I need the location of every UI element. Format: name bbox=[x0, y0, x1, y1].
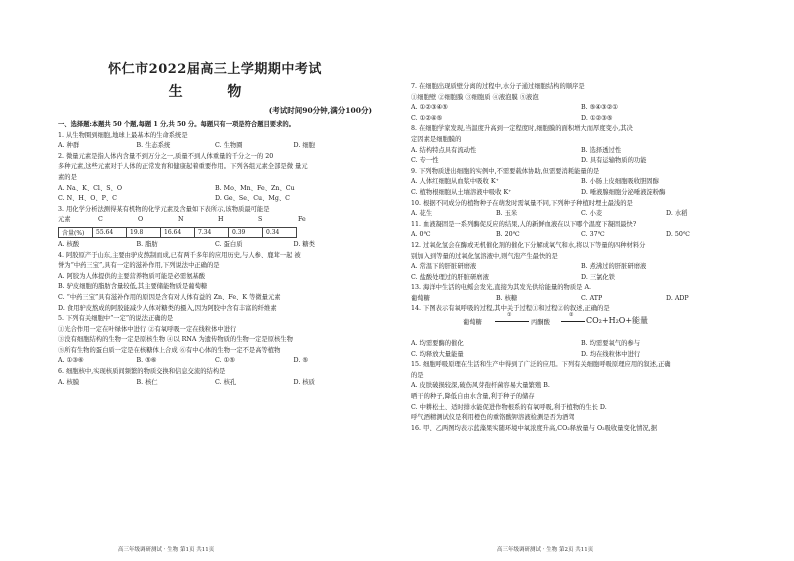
option: C. ATP bbox=[581, 294, 603, 302]
option: C. ①⑤ bbox=[215, 357, 235, 365]
question-1: 1. 从生物圈到细胞,地球上最基本的生命系统是 bbox=[58, 131, 188, 139]
option: B. 均需要氧气的参与 bbox=[581, 340, 641, 348]
option: D. ①②③⑤ bbox=[581, 114, 613, 122]
question-10-options bbox=[411, 209, 751, 220]
question-8-line: 8. 在细胞学家发现,当温度升高到一定程度时,细胞膜的面积增大而厚度变小,其决 bbox=[411, 125, 633, 133]
option: B. 生态系统 bbox=[136, 142, 171, 150]
question-15-line: 晒干的种子,降低自由水含量,利于种子的储存 bbox=[411, 393, 535, 401]
question-5-line: ③没有细胞结构的生物一定是原核生物 ④以 RNA 为遗传物质的生物一定是原核生物 bbox=[58, 336, 293, 344]
option: D. Ge、Se、Cu、Mg、C bbox=[215, 195, 290, 203]
table-cell: 7.34 bbox=[195, 227, 229, 237]
option: D. 核质 bbox=[293, 378, 315, 386]
question-12-line: 别加入到等量的过氧化氢溶液中,则气泡产生最快的是 bbox=[411, 252, 558, 260]
option: C. N、H、O、P、C bbox=[58, 195, 118, 203]
option: B. Mo、Mn、Fe、Zn、Cu bbox=[215, 184, 295, 192]
option: C. 核孔 bbox=[215, 378, 237, 386]
question-2-line: 素的是 bbox=[58, 173, 77, 181]
option: D. 具有运输物质的功能 bbox=[581, 157, 647, 165]
question-9: 9. 下列物质进出细胞的实例中,不需要载体协助,但需要消耗能量的是 bbox=[411, 167, 600, 175]
option: D. 唾液腺细胞分泌唾液淀粉酶 bbox=[581, 188, 666, 196]
question-4-line: B. 驴皮细胞的脂肪含量较低,其主要储能物质是葡萄糖 bbox=[58, 283, 208, 291]
question-1-options bbox=[58, 141, 372, 152]
question-4-line: D. 食用驴皮熬成的阿胶能减少人体对糖类的摄入,因为阿胶中含有丰富的纤维素 bbox=[58, 304, 277, 312]
option: A. 人体红细胞从血浆中吸收 K⁺ bbox=[411, 178, 499, 186]
question-4-line: 誉为“中药三宝”,具有一定的滋补作用,下列说法中正确的是 bbox=[58, 262, 220, 270]
question-12-line: 12. 过氧化氢会在酶或无机催化剂的催化下分解成氧气和水,将以下等量的四种材料分 bbox=[411, 241, 646, 249]
table-header-cell: C bbox=[98, 216, 103, 224]
table-cell: 0.39 bbox=[229, 227, 263, 237]
table-cell: 55.64 bbox=[93, 227, 127, 237]
option: A. 核酸 bbox=[58, 240, 80, 248]
respiration-equation bbox=[411, 312, 751, 339]
question-15-line: C. 中耕松土、适时排水能促进作物根系的有氧呼吸,利于植物的生长 D. bbox=[411, 403, 607, 411]
table-cell: 19.8 bbox=[127, 227, 161, 237]
question-2-line: 2. 微量元素是指人体内含量不到万分之一,质量不到人体重量的千分之一的 20 bbox=[58, 152, 274, 160]
option: D. 三氯化铁 bbox=[581, 273, 616, 281]
table-header-cell: S bbox=[258, 216, 263, 224]
question-4-line: A. 阿胶为人体提供的主要营养物质可能是必需氨基酸 bbox=[58, 272, 206, 280]
question-11: 11. 血液凝固是一系列酶促反应的结果,人的新鲜血液在以下哪个温度下凝固最快? bbox=[411, 220, 637, 228]
question-13-options bbox=[411, 294, 751, 305]
page-footer: 高三年级调研测试 · 生物 第2页 共11页 bbox=[497, 547, 594, 553]
exam-info: (考试时间90分钟,满分100分) bbox=[268, 106, 372, 115]
table-cell: 0.34 bbox=[263, 227, 297, 237]
option: C. 小麦 bbox=[581, 210, 603, 218]
option: A. 结构特点具有流动性 bbox=[411, 146, 477, 154]
question-4-line: C. “中药三宝”具有滋补作用的原因是含有对人体有益的 Zn、Fe、K 等微量元素 bbox=[58, 293, 281, 301]
question-9-options bbox=[411, 177, 751, 188]
option: B. 脂肪 bbox=[136, 240, 158, 248]
page-footer: 高三年级调研测试 · 生物 第1页 共11页 bbox=[118, 547, 215, 553]
question-4-line: 4. 阿胶原产于山东,主要由驴皮熬制而成,已有两千多年的应用历史,与人参、鹿茸一起 被 bbox=[58, 251, 301, 259]
option: A. 花生 bbox=[411, 210, 433, 218]
question-5-options bbox=[58, 356, 372, 367]
question-8-options bbox=[411, 146, 751, 157]
question-6-options bbox=[58, 378, 372, 389]
question-5-line: ①光合作用一定在叶绿体中进行 ②有氧呼吸一定在线粒体中进行 bbox=[58, 325, 237, 333]
table-header-cell: H bbox=[218, 216, 224, 224]
option: B. ⑤④③②① bbox=[581, 104, 618, 112]
option: D. ⑤ bbox=[293, 357, 308, 365]
option: C. 专一性 bbox=[411, 157, 439, 165]
question-8-line: 定因素是细胞膜的 bbox=[411, 135, 462, 143]
option: D. 糖类 bbox=[293, 240, 315, 248]
exam-title: 怀仁市2022届高三上学期期中考试 bbox=[108, 62, 322, 77]
option: C. ①②④⑤ bbox=[411, 114, 443, 122]
question-10: 10. 根据不同成分的植物种子在萌发时需氧量不同,下列种子种植时埋土最浅的是 bbox=[411, 199, 633, 207]
question-12-options bbox=[411, 262, 751, 273]
question-5-line: ⑤所有生物的蛋白质一定是在核糖体上合成 ⑥有中心体的生物一定不是高等植物 bbox=[58, 346, 281, 354]
question-7-options bbox=[411, 103, 751, 114]
question-2-options bbox=[58, 194, 372, 205]
exam-subject: 生 物 bbox=[168, 84, 262, 100]
option: D. 均在线粒体中进行 bbox=[581, 350, 641, 358]
option: C. 37℃ bbox=[581, 231, 605, 239]
option: C. 植物根细胞从土壤溶液中吸收 K⁺ bbox=[411, 188, 512, 196]
equation-step-1: ① bbox=[507, 312, 512, 319]
question-2-line: 多种元素,这些元素对于人体的正常发育和健康起着重要作用。下列各组元素全部是微 量元 bbox=[58, 163, 308, 171]
question-7-line: ①细胞壁 ②细胞膜 ③细胞质 ④液泡膜 ⑤液泡 bbox=[411, 93, 539, 101]
section-heading: 一、选择题:本题共 50 个题,每题 1 分,共 50 分。每题只有一项是符合题目要求的。 bbox=[58, 121, 295, 128]
table-header bbox=[58, 215, 372, 226]
option: A. ①③⑥ bbox=[58, 357, 84, 365]
option: B. 玉米 bbox=[496, 210, 518, 218]
option: C. 蛋白质 bbox=[215, 240, 243, 248]
table-cell: 含量(%) bbox=[59, 227, 93, 237]
option: D. 细胞 bbox=[293, 142, 315, 150]
element-table bbox=[58, 227, 297, 238]
question-8-options bbox=[411, 156, 751, 167]
question-15-line: 15. 细胞呼吸原理在生活和生产中得到了广泛的应用。下列有关细胞呼吸原理应用的叙述,正确 bbox=[411, 361, 671, 369]
option: B. ⑤⑥ bbox=[136, 357, 157, 365]
option: C. 均释放大量能量 bbox=[411, 350, 464, 358]
option: A. 均需要酶的催化 bbox=[411, 340, 464, 348]
arrow-icon bbox=[495, 321, 529, 322]
table-header-cell: Fe bbox=[298, 216, 306, 224]
option: B. 核糖 bbox=[496, 294, 518, 302]
question-12-options bbox=[411, 273, 751, 284]
question-5-line: 5. 下列有关细胞中“一定”的说法正确的是 bbox=[58, 315, 174, 323]
question-14-options bbox=[411, 339, 751, 350]
question-15-line: 的是 bbox=[411, 371, 424, 379]
option: B. 核仁 bbox=[136, 378, 158, 386]
arrow-icon bbox=[561, 321, 585, 322]
table-header-cell: O bbox=[138, 216, 144, 224]
question-3-options bbox=[58, 240, 372, 251]
option: B. 小肠上皮细胞吸收胆固醇 bbox=[581, 178, 659, 186]
question-14: 14. 下图表示有氧呼吸的过程,其中关于过程①和过程②的叙述,正确的是 bbox=[411, 305, 610, 313]
page-right bbox=[397, 0, 794, 561]
option: B. 20℃ bbox=[496, 231, 520, 239]
question-9-options bbox=[411, 188, 751, 199]
option: A. 常温下的肝脏研磨液 bbox=[411, 263, 477, 271]
option: C. 生物圈 bbox=[215, 142, 243, 150]
question-14-options bbox=[411, 350, 751, 361]
question-6: 6. 细胞核中,实现核质间频繁的物质交换和信息交流的结构是 bbox=[58, 368, 226, 376]
option: A. 0℃ bbox=[411, 231, 431, 239]
question-7-line: 7. 在细胞出现质壁分离的过程中,水分子通过细胞结构的顺序是 bbox=[411, 83, 585, 90]
right-column bbox=[411, 82, 751, 434]
equation-products: CO₂+H₂O+能量 bbox=[586, 316, 649, 326]
question-11-options bbox=[411, 230, 751, 241]
question-16: 16. 甲、乙两图均表示蓝藻果实随环境中氧浓度升高,CO₂释放量与 O₂吸收量变化情况,据 bbox=[411, 424, 658, 432]
option: A. ①②③④⑤ bbox=[411, 104, 448, 112]
equation-pyruvate: 丙酮酸 bbox=[531, 319, 550, 327]
question-7-options bbox=[411, 114, 751, 125]
table-header-cell: 元素 bbox=[58, 216, 71, 224]
option: B. 选择透过性 bbox=[581, 146, 622, 154]
left-column bbox=[58, 40, 372, 388]
option: D. 水稻 bbox=[666, 210, 688, 218]
question-2-options bbox=[58, 184, 372, 195]
option: A. Na、K、Cl、S、O bbox=[58, 184, 123, 192]
question-15-line: A. 皮肤破损较深,破伤风芽孢杆菌容易大量繁殖 B. bbox=[411, 382, 550, 390]
question-3: 3. 用化学分析法测得某有机物的化学元素及含量如下表所示,该物质最可能是 bbox=[58, 205, 270, 213]
option: B. 煮沸过的肝脏研磨液 bbox=[581, 263, 647, 271]
table-row bbox=[59, 227, 297, 237]
option: A. 核膜 bbox=[58, 378, 80, 386]
table-cell: 16.64 bbox=[161, 227, 195, 237]
option: D. ADP bbox=[666, 294, 689, 302]
question-13: 13. 海洋中生活的电鳐会发光,直接为其发光供给能量的物质是 A. bbox=[411, 284, 591, 292]
equation-glucose: 葡萄糖 bbox=[463, 319, 482, 327]
equation-step-2: ② bbox=[569, 312, 574, 319]
option: D. 50℃ bbox=[666, 231, 690, 239]
table-header-cell: N bbox=[178, 216, 184, 224]
option: 葡萄糖 bbox=[411, 294, 430, 302]
question-15-line: 呼气酒精测试仪是利用橙色的重铬酸钾溶液检测是否为酒驾 bbox=[411, 414, 575, 422]
option: C. 盐酸处理过的肝脏研磨液 bbox=[411, 273, 489, 281]
option: A. 种群 bbox=[58, 142, 80, 150]
